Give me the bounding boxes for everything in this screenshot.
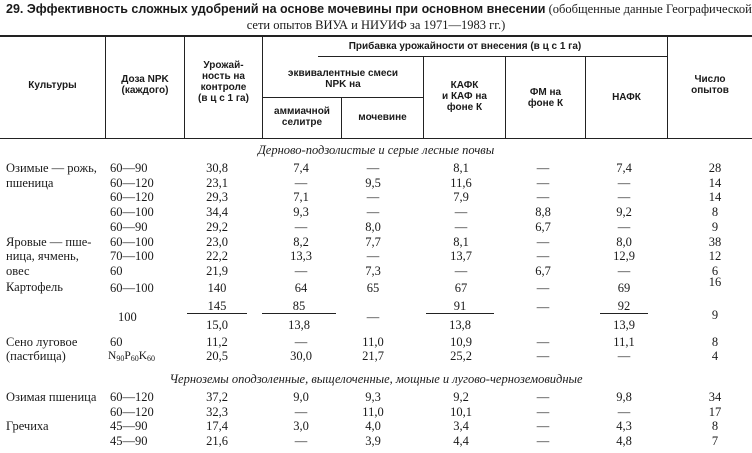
cell-n: 28 — [708, 161, 722, 175]
cell-n: 14 — [708, 190, 722, 205]
cell-count: 16 — [708, 275, 722, 289]
cell-urea: 11,0 — [362, 335, 384, 349]
equiv-header-rule — [262, 97, 423, 98]
cell-nafk: — — [617, 404, 631, 419]
header-dose: Доза NPK (каждого) — [121, 74, 169, 96]
cell-crop: ница, ячмень, — [6, 249, 79, 264]
table-row — [0, 406, 752, 419]
cell-kafk: 8,1 — [453, 234, 469, 249]
cell-crop: овес — [6, 263, 30, 278]
cell-n: 9 — [711, 219, 719, 234]
cell-urea: — — [366, 190, 380, 205]
cell-n: 12 — [708, 249, 722, 264]
cell-urea: 9,5 — [365, 175, 381, 190]
cell-fm: 6,7 — [535, 219, 551, 234]
cell-nafk: — — [617, 263, 631, 278]
cell-kafk: 67 — [454, 281, 468, 295]
cell-fm: — — [536, 419, 550, 433]
cell-kafk: — — [454, 219, 468, 234]
cell-nafk-top: 92 — [600, 300, 648, 314]
cell-dose: 60—100 — [110, 281, 154, 295]
cell-dose: 100 — [118, 310, 137, 324]
cell-fm: 8,8 — [535, 205, 551, 220]
table-number-title: 29. Эффективность сложных удобрений на основе мочевины при основном внесении — [6, 2, 546, 16]
table-row — [0, 221, 752, 234]
cell-kafk-top: 91 — [426, 300, 494, 314]
header-yield: Урожай- ность на контроле (в ц с 1 га) — [198, 60, 249, 104]
cell-fm: — — [536, 234, 550, 249]
crop-label-hay: Сено луговое — [6, 335, 78, 349]
cell-yield: 29,3 — [206, 190, 228, 205]
cell-n: 8 — [711, 419, 719, 433]
cell-nafk: 69 — [617, 281, 631, 295]
cell-crop: Гречиха — [6, 419, 49, 433]
cell-nafk: — — [617, 349, 631, 363]
cell-kafk: 7,9 — [453, 190, 469, 205]
cell-yield: 23,0 — [206, 234, 228, 249]
cell-dose: 60—90 — [110, 161, 148, 175]
cell-urea: — — [366, 249, 380, 264]
cell-dose: 60—120 — [110, 390, 154, 404]
cell-nafk-bottom: 13,9 — [613, 318, 635, 332]
cell-nafk: 11,1 — [613, 335, 635, 349]
cell-fm: — — [536, 175, 550, 190]
cell-nafk: — — [617, 175, 631, 190]
cell-amm: 9,3 — [293, 205, 309, 220]
cell-yield-bottom: 15,0 — [206, 318, 228, 332]
cell-yield-top: 145 — [187, 300, 247, 314]
cell-urea: 65 — [366, 281, 380, 295]
cell-urea: 9,3 — [365, 390, 381, 404]
cell-urea: — — [366, 205, 380, 220]
cell-fm: — — [536, 281, 550, 295]
dose-k: K — [138, 350, 148, 362]
cell-fm: — — [536, 433, 550, 448]
cell-n: 6 — [711, 263, 719, 278]
cell-urea: 11,0 — [362, 404, 384, 419]
cell-fm: — — [536, 249, 550, 264]
cell-nafk: 9,2 — [616, 205, 632, 220]
cell-amm: 7,1 — [293, 190, 309, 205]
cell-urea: 7,7 — [365, 234, 381, 249]
cell-crop: пшеница — [6, 175, 54, 190]
cell-fm: — — [536, 190, 550, 205]
table-row — [0, 435, 752, 448]
cell-kafk: 10,9 — [450, 335, 472, 349]
cell-amm: — — [294, 219, 308, 234]
cell-dose: 45—90 — [110, 419, 148, 433]
dose-n-sub: 90 — [116, 354, 125, 363]
cell-urea: 8,0 — [365, 219, 381, 234]
dose-k-sub: 60 — [147, 354, 156, 363]
cell-yield: 22,2 — [206, 249, 228, 264]
table-row — [0, 420, 752, 433]
caption-rest-1: (обобщенные данные Географической — [548, 2, 752, 16]
cell-nafk: — — [617, 219, 631, 234]
cell-dose: 60—120 — [110, 175, 154, 190]
cell-count: 8 — [711, 335, 719, 349]
caption-rest-2: сети опытов ВИУА и НИУИФ за 1971—1983 гг.) — [246, 18, 506, 32]
cell-kafk: 4,4 — [453, 433, 469, 448]
cell-urea: 3,9 — [365, 433, 381, 448]
cell-dose: 60—90 — [110, 219, 148, 234]
cell-nafk: 4,8 — [616, 433, 632, 448]
section-heading-2: Черноземы оподзоленные, выщелоченные, мощные и лугово-черноземовидные — [169, 372, 583, 386]
cell-amm: — — [294, 263, 308, 278]
cell-fm: — — [536, 349, 550, 363]
cell-amm: — — [294, 175, 308, 190]
cell-dose-npk — [108, 350, 155, 363]
dose-n: N — [108, 350, 117, 362]
header-count: Число опытов — [691, 74, 729, 96]
cell-amm: — — [294, 404, 308, 419]
cell-n: 7 — [711, 433, 719, 448]
cell-yield: 20,5 — [206, 349, 228, 363]
cell-n: 17 — [708, 404, 722, 419]
cell-yield: 21,6 — [206, 433, 228, 448]
cell-amm: 9,0 — [293, 390, 309, 404]
cell-kafk: 25,2 — [450, 349, 472, 363]
cell-amm: 13,3 — [290, 249, 312, 264]
dose-p-sub: 60 — [130, 354, 139, 363]
table-row — [0, 265, 752, 278]
dose-p: P — [124, 350, 131, 362]
cell-yield: 140 — [207, 281, 227, 295]
header-fm: ФМ на фоне К — [527, 87, 564, 109]
cell-crop: Озимая пшеница — [6, 390, 97, 404]
cell-yield: 30,8 — [206, 161, 228, 175]
cell-yield: 32,3 — [206, 404, 228, 419]
cell-fm: 6,7 — [535, 263, 551, 278]
cell-nafk: 7,4 — [616, 161, 632, 175]
cell-fm: — — [536, 161, 550, 175]
cell-dose: 45—90 — [110, 433, 148, 448]
cell-n: 38 — [708, 234, 722, 249]
cell-amm-top: 85 — [262, 300, 336, 314]
cell-nafk: — — [617, 190, 631, 205]
cell-dose: 60 — [110, 263, 123, 278]
cell-kafk: — — [454, 263, 468, 278]
cell-n: 14 — [708, 175, 722, 190]
cell-nafk: 9,8 — [616, 390, 632, 404]
table-row — [0, 191, 752, 204]
cell-yield: 21,9 — [206, 263, 228, 278]
cell-kafk: 8,1 — [453, 161, 469, 175]
header-bottom-rule — [0, 138, 752, 139]
cell-fm: — — [536, 390, 550, 404]
table-top-rule — [0, 35, 752, 37]
cell-kafk: 13,7 — [450, 249, 472, 264]
cell-yield: 37,2 — [206, 390, 228, 404]
table-row — [0, 282, 752, 295]
table-row — [0, 206, 752, 219]
crop-label-potato: Картофель — [6, 280, 63, 294]
cell-dose: 60—100 — [110, 205, 154, 220]
cell-dose: 60—120 — [110, 404, 154, 419]
cell-kafk: 10,1 — [450, 404, 472, 419]
table-row — [0, 162, 752, 175]
cell-dose: 60 — [110, 335, 123, 349]
table-caption-line1 — [6, 2, 752, 17]
header-equiv: эквивалентные смеси NPK на — [287, 68, 399, 90]
cell-amm: — — [294, 335, 308, 349]
crop-label-hay-2: (пастбища) — [6, 349, 66, 363]
cell-yield: 17,4 — [206, 419, 228, 433]
table-row — [0, 177, 752, 190]
cell-fm: — — [536, 300, 550, 314]
cell-urea: 7,3 — [365, 263, 381, 278]
cell-nafk: 8,0 — [616, 234, 632, 249]
cell-amm: 8,2 — [293, 234, 309, 249]
cell-crop: Яровые — пше- — [6, 234, 92, 249]
cell-urea: — — [366, 310, 380, 324]
cell-kafk: 3,4 — [453, 419, 469, 433]
cell-dose: 70—100 — [110, 249, 154, 264]
cell-amm-bottom: 13,8 — [288, 318, 310, 332]
cell-yield: 29,2 — [206, 219, 228, 234]
section-heading-1: Дерново-подзолистые и серые лесные почвы — [257, 143, 495, 157]
cell-amm: 30,0 — [290, 349, 312, 363]
cell-amm: 7,4 — [293, 161, 309, 175]
cell-amm: 64 — [294, 281, 308, 295]
cell-kafk: — — [454, 205, 468, 220]
table-caption-line2 — [0, 18, 752, 33]
cell-nafk: 12,9 — [613, 249, 635, 264]
cell-fm: — — [536, 335, 550, 349]
cell-nafk: 4,3 — [616, 419, 632, 433]
cell-kafk: 11,6 — [450, 175, 472, 190]
cell-yield: 11,2 — [206, 335, 228, 349]
cell-yield: 23,1 — [206, 175, 228, 190]
cell-count: 9 — [711, 308, 719, 322]
cell-crop: Озимые — рожь, — [6, 161, 97, 175]
cell-urea: 4,0 — [365, 419, 381, 433]
cell-kafk-bottom: 13,8 — [449, 318, 471, 332]
table-row — [0, 250, 752, 263]
header-nafk: НАФК — [612, 92, 641, 103]
header-urea: мочевине — [358, 112, 407, 123]
cell-n: 34 — [708, 390, 722, 404]
cell-dose: 60—100 — [110, 234, 154, 249]
header-ammonium: аммиачной селитре — [274, 106, 330, 128]
increase-header-rule — [318, 56, 667, 57]
cell-fm: — — [536, 404, 550, 419]
table-row — [0, 236, 752, 249]
cell-n: 8 — [711, 205, 719, 220]
cell-urea: 21,7 — [362, 349, 384, 363]
cell-yield: 34,4 — [206, 205, 228, 220]
cell-urea: — — [366, 161, 380, 175]
header-increase: Прибавка урожайности от внесения (в ц с 1 га) — [348, 41, 582, 52]
table-row — [0, 336, 752, 349]
cell-kafk: 9,2 — [453, 390, 469, 404]
cell-amm: — — [294, 433, 308, 448]
cell-amm: 3,0 — [293, 419, 309, 433]
header-crop: Культуры — [28, 80, 77, 91]
table-row — [0, 391, 752, 404]
header-kafk: КАФК и КАФ на фоне К — [442, 80, 487, 113]
cell-dose: 60—120 — [110, 190, 154, 205]
cell-count: 4 — [711, 349, 719, 363]
table-row — [0, 350, 752, 363]
